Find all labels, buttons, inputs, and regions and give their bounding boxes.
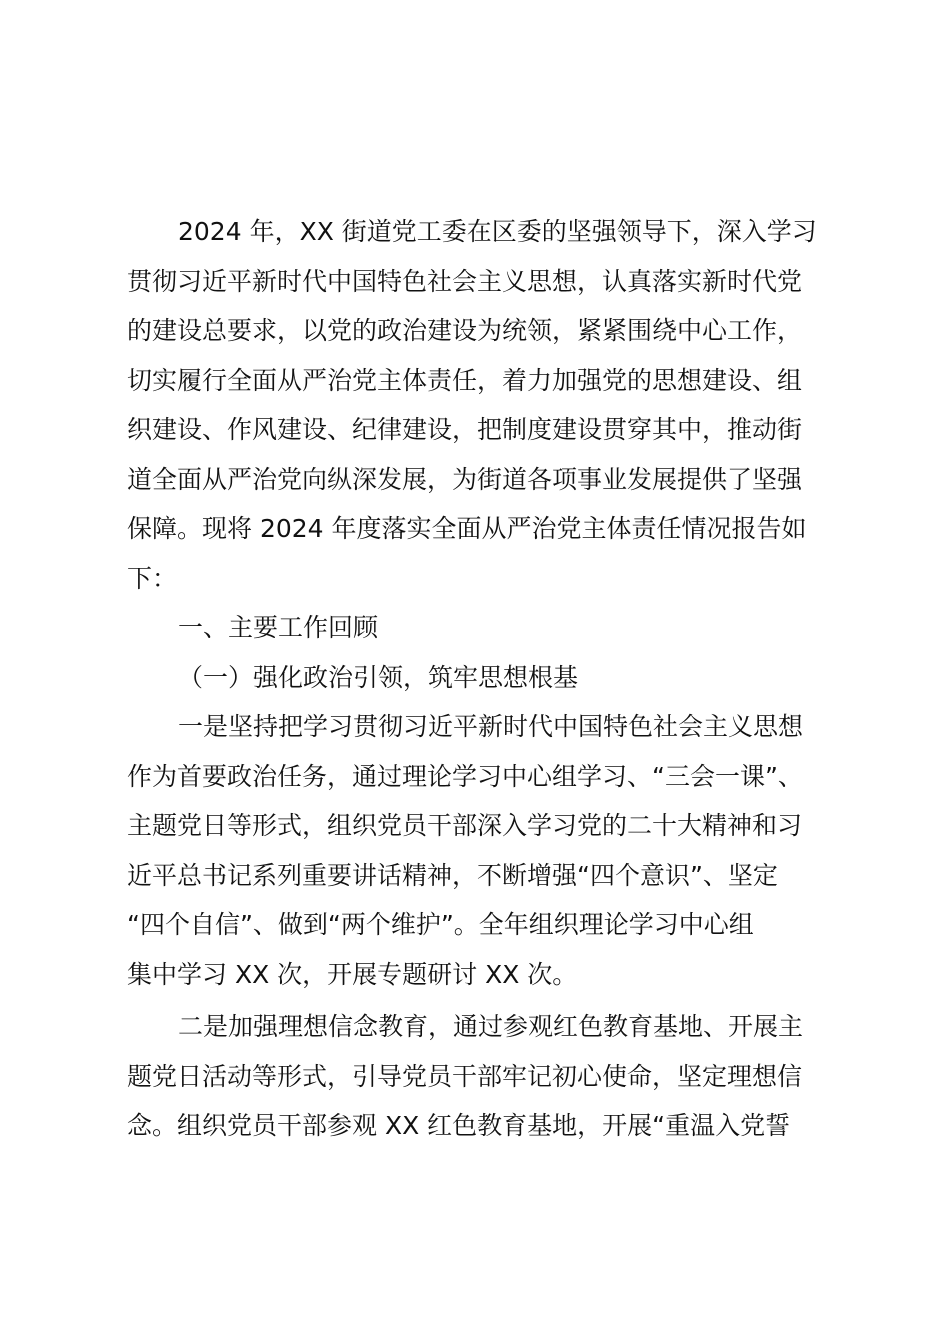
point-one-line-1: 一是坚持把学习贯彻习近平新时代中国特色社会主义思想 — [178, 712, 804, 741]
point-one-line-2: 作为首要政治任务，通过理论学习中心组学习、“三会一课”、 — [127, 761, 803, 791]
intro-line-1: 2024 年，XX 街道党工委在区委的坚强领导下，深入学习 — [178, 217, 817, 246]
point-one-line-5: “四个自信”、做到“两个维护”。全年组织理论学习中心组 — [127, 910, 754, 939]
intro-line-6: 道全面从严治党向纵深发展，为街道各项事业发展提供了坚强 — [127, 464, 803, 494]
report-body — [127, 207, 833, 1151]
intro-line-7: 保障。现将 2024 年度落实全面从严治党主体责任情况报告如 — [127, 514, 807, 543]
point-two-line-1: 二是加强理想信念教育，通过参观红色教育基地、开展主 — [178, 1012, 804, 1041]
point-one-line-4: 近平总书记系列重要讲话精神，不断增强“四个意识”、坚定 — [127, 860, 778, 890]
intro-line-4: 切实履行全面从严治党主体责任，着力加强党的思想建设、组 — [127, 365, 803, 395]
intro-line-3: 的建设总要求，以党的政治建设为统领，紧紧围绕中心工作， — [127, 316, 803, 345]
intro-line-8: 下： — [127, 563, 178, 593]
point-two-line-2: 题党日活动等形式，引导党员干部牢记初心使命，坚定理想信 — [127, 1061, 803, 1091]
subsection-heading: （一）强化政治引领，筑牢思想根基 — [178, 662, 579, 692]
intro-line-5: 织建设、作风建设、纪律建设，把制度建设贯穿其中，推动街 — [127, 415, 803, 444]
section-heading: 一、主要工作回顾 — [178, 613, 379, 642]
point-two-line-3: 念。组织党员干部参观 XX 红色教育基地，开展“重温入党誓 — [127, 1111, 791, 1140]
point-one-line-3: 主题党日等形式，组织党员干部深入学习党的二十大精神和习 — [127, 811, 803, 840]
point-one-line-6: 集中学习 XX 次，开展专题研讨 XX 次。 — [127, 959, 578, 989]
intro-line-2: 贯彻习近平新时代中国特色社会主义思想，认真落实新时代党 — [127, 266, 803, 296]
